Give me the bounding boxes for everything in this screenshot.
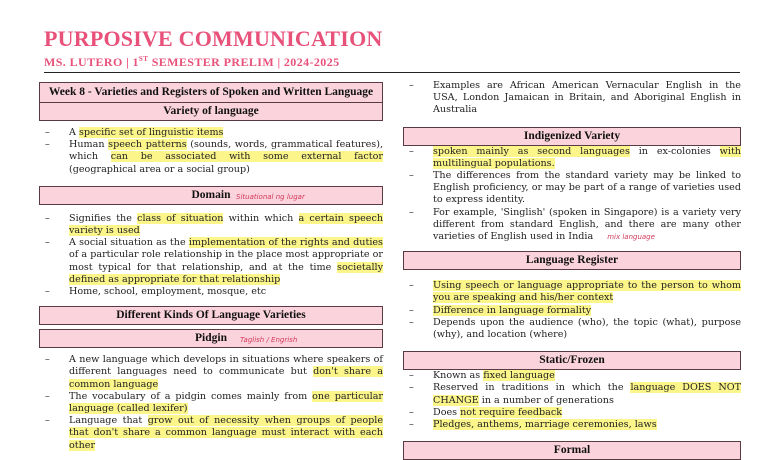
list-item: – Home, school, employment, mosque, etc: [39, 286, 383, 298]
list-item: – Difference in language formality: [403, 305, 741, 317]
page-subtitle: [44, 55, 340, 70]
static-list: [403, 370, 741, 431]
subtitle-sup: ST: [138, 55, 149, 63]
register-heading: Language Register: [403, 251, 741, 270]
list-item: – Depends upon the audience (who), the topic (what), purpose (why), and location (where): [403, 317, 741, 341]
week-heading: Week 8 - Varieties and Registers of Spoken and Written Language: [39, 82, 383, 103]
indigenized-list: [403, 146, 741, 244]
indigenized-heading: Indigenized Variety: [403, 127, 741, 146]
domain-handwritten-note: Situational ng lugar: [236, 192, 305, 201]
list-item: – Known as fixed language: [403, 370, 741, 382]
list-item: – Reserved in traditions in which the language DOES NOT CHANGE in a number of generations: [403, 382, 741, 406]
pidgin-heading: Pidgin Taglish / Engrish: [39, 329, 383, 348]
list-item: – Language that grow out of necessity when groups of people that don't share a common language must interact with each other: [39, 415, 383, 452]
list-item: – Does not require feedback: [403, 407, 741, 419]
list-item: – Human speech patterns (sounds, words, grammatical features), which can be associated with some external factor (geographical area or a social group): [39, 139, 383, 176]
formal-heading: Formal: [403, 441, 741, 460]
subtitle-post: SEMESTER PRELIM | 2024-2025: [148, 55, 340, 69]
header-rule: [44, 72, 740, 73]
list-item: – Pledges, anthems, marriage ceremonies, laws: [403, 419, 741, 431]
list-item: – A new language which develops in situations where speakers of different languages need to communicate but don't share a common language: [39, 354, 383, 391]
list-item: – Examples are African American Vernacular English in the USA, London Jamaican in Britain, and Aboriginal English in Australia: [403, 80, 741, 117]
left-column: [39, 82, 383, 452]
variety-list: [39, 127, 383, 176]
list-item: – The differences from the standard variety may be linked to English proficiency, or may be part of a range of varieties used to express identity.: [403, 170, 741, 207]
kinds-heading: Different Kinds Of Language Varieties: [39, 306, 383, 325]
domain-list: [39, 213, 383, 298]
example-list: [403, 80, 741, 117]
static-heading: Static/Frozen: [403, 351, 741, 370]
list-item: – Signifies the class of situation within which a certain speech variety is used: [39, 213, 383, 237]
list-item: – A specific set of linguistic items: [39, 127, 383, 139]
list-item: – spoken mainly as second languages in ex-colonies with multilingual populations.: [403, 146, 741, 170]
subtitle-pre: MS. LUTERO | 1: [44, 55, 139, 69]
page-title: PURPOSIVE COMMUNICATION: [44, 26, 383, 51]
register-list: [403, 280, 741, 341]
list-item: – The vocabulary of a pidgin comes mainly from one particular language (called lexifer): [39, 391, 383, 415]
pidgin-list: [39, 354, 383, 452]
india-handwritten-note: mix language: [607, 233, 655, 242]
list-item: – A social situation as the implementation of the rights and duties of a particular role relationship in the place most appropriate or most typical for that relationship, and at the time societally defined as appropriate for that relationship: [39, 237, 383, 286]
right-column: [403, 80, 741, 460]
pidgin-handwritten-note: Taglish / Engrish: [240, 336, 298, 345]
variety-heading: Variety of language: [39, 103, 383, 121]
domain-heading: Domain Situational ng lugar: [39, 186, 383, 205]
list-item: – Using speech or language appropriate to the person to whom you are speaking and his/her context: [403, 280, 741, 304]
list-item: – For example, 'Singlish' (spoken in Singapore) is a variety very different from standard English, and there are many other varieties of English used in India mix language: [403, 207, 741, 244]
